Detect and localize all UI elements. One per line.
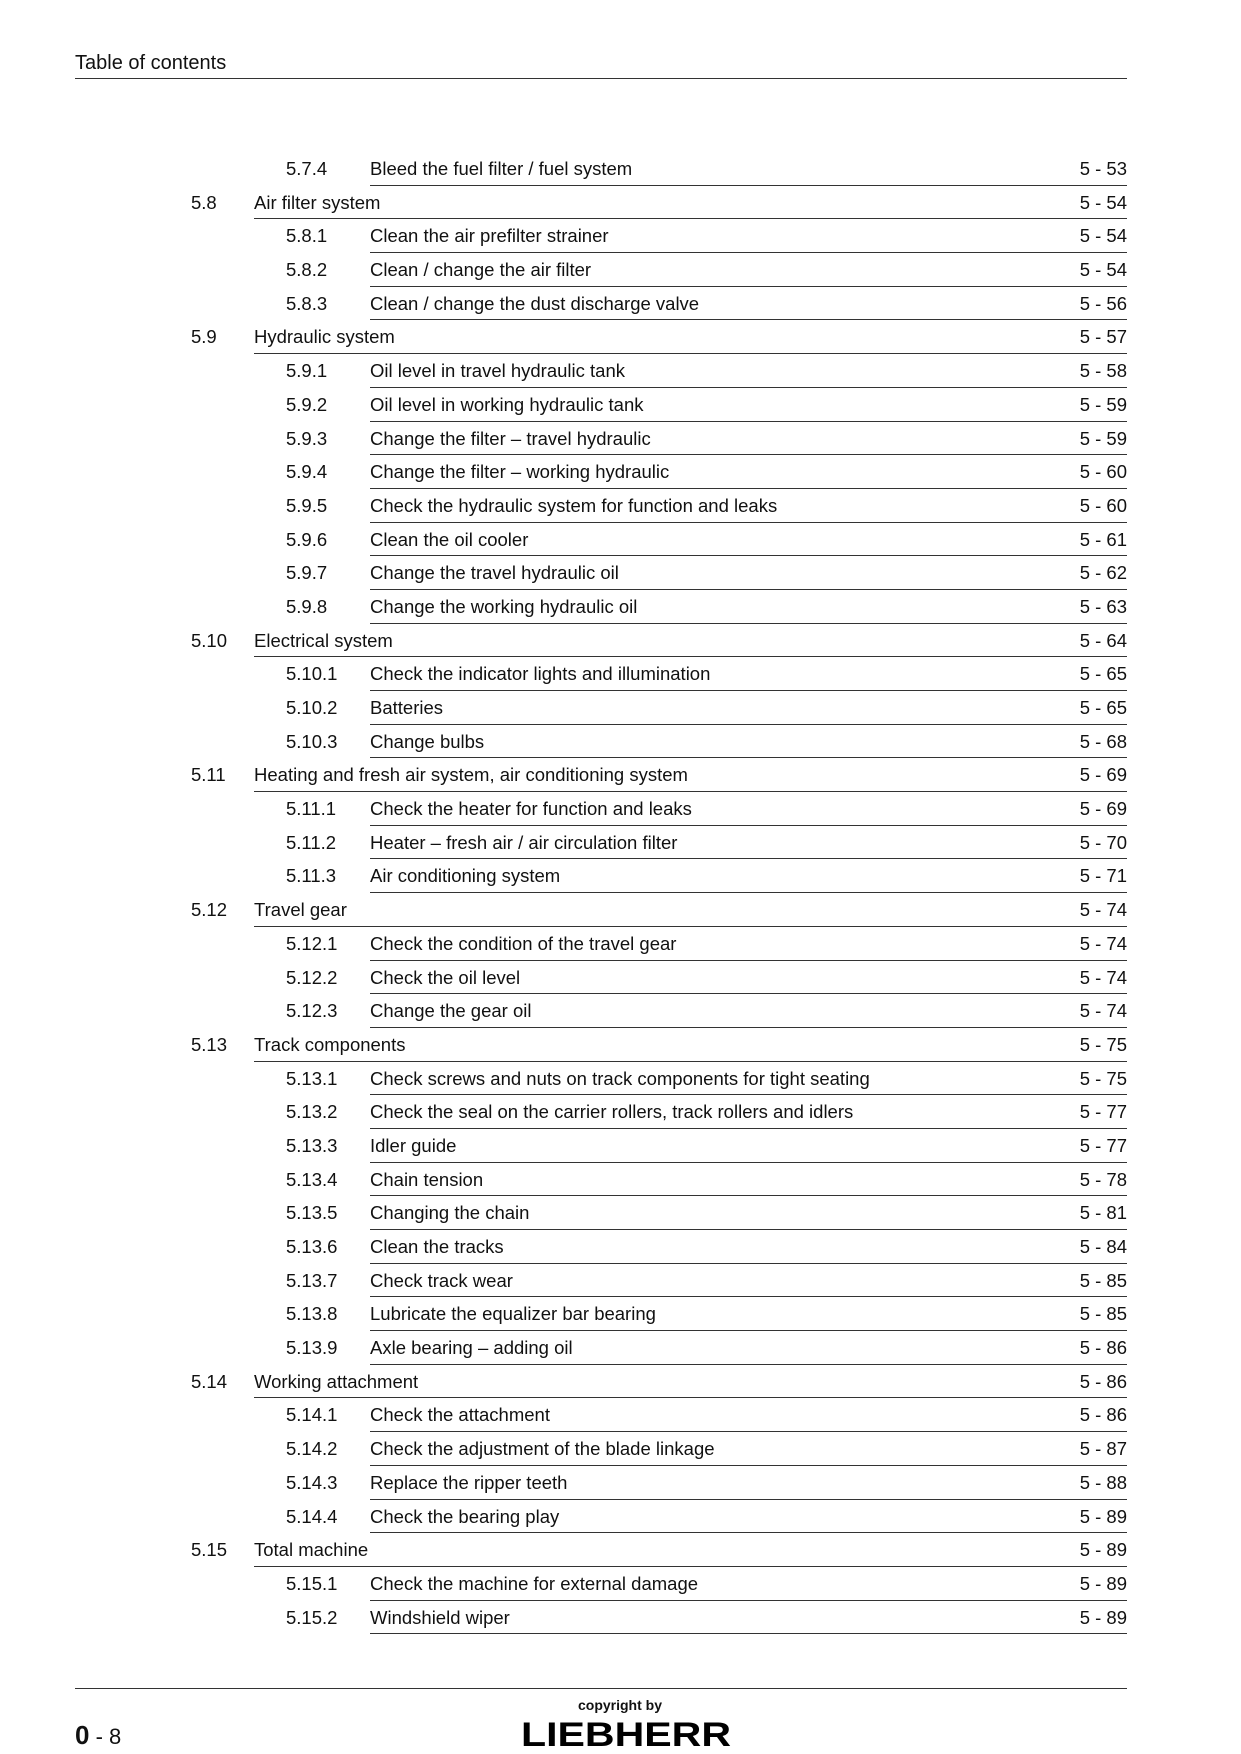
toc-number: 5.9.1 [286,360,328,382]
toc-page: 5 - 85 [1079,1269,1127,1291]
toc-title: Clean the air prefilter strainer [370,225,609,247]
toc-page: 5 - 63 [1079,595,1127,617]
toc-page: 5 - 59 [1079,427,1127,449]
toc-page: 5 - 77 [1079,1101,1127,1123]
toc-page: 5 - 78 [1079,1168,1127,1190]
toc-page: 5 - 77 [1079,1134,1127,1156]
toc-title: Hydraulic system [254,326,395,348]
toc-title: Clean the oil cooler [370,528,529,550]
toc-title: Replace the ripper teeth [370,1471,568,1493]
toc-number: 5.13.5 [286,1202,338,1224]
toc-page: 5 - 60 [1079,494,1127,516]
toc-page: 5 - 65 [1079,663,1127,685]
toc-row[interactable] [0,1062,1241,1096]
toc-title: Chain tension [370,1168,484,1190]
toc-row[interactable] [0,927,1241,961]
toc-title: Track components [254,1033,406,1055]
toc-number: 5.11.2 [286,831,337,853]
toc-row[interactable] [0,186,1241,220]
toc-row[interactable] [0,1432,1241,1466]
toc-row[interactable] [0,422,1241,456]
toc-number: 5.15 [191,1539,228,1561]
toc-row[interactable] [0,1398,1241,1432]
toc-number: 5.10 [191,629,228,651]
page-header [75,50,1127,79]
toc-row[interactable] [0,1095,1241,1129]
toc-title: Total machine [254,1539,369,1561]
toc-page: 5 - 53 [1079,158,1127,179]
toc-number: 5.9.4 [286,461,328,483]
toc-title: Working attachment [254,1370,419,1392]
logo-text: LIEBHERR [521,1716,731,1750]
liebherr-logo [518,1716,734,1750]
toc-row[interactable] [0,556,1241,590]
toc-row[interactable] [0,1466,1241,1500]
toc-number: 5.13.6 [286,1236,338,1257]
toc-title: Check screws and nuts on track components for tight seating [370,1067,870,1089]
toc-row[interactable] [0,1230,1241,1264]
toc-page: 5 - 64 [1079,629,1127,651]
toc-number: 5.11.3 [286,865,337,887]
toc-page: 5 - 86 [1079,1337,1127,1359]
toc-title: Clean the tracks [370,1236,504,1257]
toc-page: 5 - 75 [1079,1033,1127,1055]
toc-number: 5.14.4 [286,1505,338,1527]
toc-number: 5.9 [191,326,217,348]
page-number-value: 8 [109,1724,122,1749]
toc-row[interactable] [0,1028,1241,1062]
toc-title: Check the adjustment of the blade linkage [370,1438,715,1460]
toc-number: 5.15.2 [286,1606,338,1628]
toc-page: 5 - 71 [1079,865,1127,887]
toc-number: 5.13.4 [286,1168,338,1190]
toc-number: 5.13.2 [286,1101,338,1123]
toc-page: 5 - 87 [1079,1438,1127,1460]
table-of-contents [0,152,1241,1634]
toc-page: 5 - 85 [1079,1303,1127,1325]
toc-title: Change the travel hydraulic oil [370,562,619,584]
toc-row[interactable] [0,152,1241,186]
toc-title: Check the oil level [370,966,521,988]
toc-rule [370,1633,1127,1634]
toc-title: Check the condition of the travel gear [370,932,677,954]
toc-title: Check the seal on the carrier rollers, track rollers and idlers [370,1101,854,1123]
toc-title: Clean / change the air filter [370,259,592,281]
toc-row[interactable] [0,792,1241,826]
toc-title: Check the machine for external damage [370,1572,699,1594]
toc-number: 5.9.6 [286,528,328,550]
toc-number: 5.10.1 [286,663,338,685]
toc-page: 5 - 65 [1079,697,1127,718]
page-number-separator: - [89,1724,110,1749]
toc-row[interactable] [0,826,1241,860]
toc-row[interactable] [0,455,1241,489]
toc-number: 5.14.1 [286,1404,338,1426]
toc-page: 5 - 74 [1079,1000,1127,1022]
toc-row[interactable] [0,1601,1241,1635]
toc-title: Bleed the fuel filter / fuel system [370,158,633,179]
toc-row[interactable] [0,320,1241,354]
toc-page: 5 - 89 [1079,1572,1127,1594]
toc-row[interactable] [0,691,1241,725]
toc-page: 5 - 86 [1079,1370,1127,1392]
toc-page: 5 - 89 [1079,1539,1127,1561]
toc-title: Oil level in working hydraulic tank [370,393,644,415]
toc-row[interactable] [0,1533,1241,1567]
toc-number: 5.8 [191,191,217,213]
toc-row[interactable] [0,1567,1241,1601]
toc-title: Change the working hydraulic oil [370,595,638,617]
toc-title: Electrical system [254,629,393,651]
toc-number: 5.12 [191,899,228,921]
toc-number: 5.15.1 [286,1572,338,1594]
toc-page: 5 - 56 [1079,292,1127,314]
toc-title: Change the filter – working hydraulic [370,461,670,483]
toc-row[interactable] [0,1264,1241,1298]
toc-number: 5.8.1 [286,225,328,247]
toc-row[interactable] [0,893,1241,927]
toc-page: 5 - 86 [1079,1404,1127,1426]
toc-title: Check the hydraulic system for function and leaks [370,494,778,516]
toc-number: 5.11.1 [286,798,337,820]
toc-title: Air filter system [254,191,381,213]
toc-title: Change the filter – travel hydraulic [370,427,651,449]
toc-title: Heater – fresh air / air circulation filter [370,831,678,853]
toc-row[interactable] [0,388,1241,422]
toc-page: 5 - 88 [1079,1471,1127,1493]
toc-row[interactable] [0,287,1241,321]
toc-row[interactable] [0,219,1241,253]
toc-row[interactable] [0,725,1241,759]
copyright-label: copyright by [577,1697,662,1713]
toc-number: 5.13.7 [286,1269,338,1291]
toc-number: 5.14 [191,1370,228,1392]
toc-number: 5.9.8 [286,595,328,617]
toc-page: 5 - 61 [1079,528,1127,550]
toc-number: 5.13.9 [286,1337,338,1359]
toc-page: 5 - 54 [1079,259,1127,281]
toc-number: 5.9.3 [286,427,328,449]
toc-row[interactable] [0,1163,1241,1197]
toc-row[interactable] [0,961,1241,995]
toc-number: 5.9.7 [286,562,328,584]
toc-page: 5 - 54 [1079,191,1127,213]
toc-row[interactable] [0,590,1241,624]
toc-row[interactable] [0,523,1241,557]
toc-page: 5 - 68 [1079,730,1127,752]
toc-page: 5 - 57 [1079,326,1127,348]
header-title: Table of contents [75,52,227,74]
toc-title: Axle bearing – adding oil [370,1337,573,1359]
toc-number: 5.12.3 [286,1000,338,1022]
toc-number: 5.14.2 [286,1438,338,1460]
toc-number: 5.12.2 [286,966,338,988]
toc-number: 5.10.2 [286,697,338,718]
chapter-number: 0 [75,1720,90,1750]
toc-title: Air conditioning system [370,865,561,887]
toc-title: Travel gear [254,899,347,921]
toc-page: 5 - 69 [1079,798,1127,820]
toc-title: Changing the chain [370,1202,530,1224]
toc-number: 5.7.4 [286,158,328,179]
toc-title: Change the gear oil [370,1000,532,1022]
toc-page: 5 - 74 [1079,932,1127,954]
toc-row[interactable] [0,1500,1241,1534]
toc-page: 5 - 59 [1079,393,1127,415]
toc-title: Lubricate the equalizer bar bearing [370,1303,656,1325]
toc-number: 5.8.3 [286,292,328,314]
toc-row[interactable] [0,1331,1241,1365]
toc-title: Batteries [370,697,444,718]
page-number [75,1720,121,1751]
toc-title: Check track wear [370,1269,513,1291]
toc-title: Heating and fresh air system, air conditioning system [254,764,688,786]
toc-number: 5.13.3 [286,1134,338,1156]
toc-page: 5 - 58 [1079,360,1127,382]
toc-number: 5.13.8 [286,1303,338,1325]
toc-page: 5 - 74 [1079,899,1127,921]
footer-rule [75,1688,1127,1689]
toc-number: 5.13 [191,1033,228,1055]
toc-row[interactable] [0,758,1241,792]
toc-number: 5.8.2 [286,259,328,281]
toc-page: 5 - 89 [1079,1606,1127,1628]
toc-row[interactable] [0,657,1241,691]
toc-page: 5 - 54 [1079,225,1127,247]
toc-page: 5 - 84 [1079,1236,1127,1257]
toc-title: Idler guide [370,1134,457,1156]
toc-title: Check the indicator lights and illumination [370,663,711,685]
toc-row[interactable] [0,1196,1241,1230]
toc-page: 5 - 81 [1079,1202,1127,1224]
toc-number: 5.12.1 [286,932,338,954]
toc-page: 5 - 89 [1079,1505,1127,1527]
toc-page: 5 - 70 [1079,831,1127,853]
toc-page: 5 - 75 [1079,1067,1127,1089]
toc-title: Change bulbs [370,730,485,752]
toc-row[interactable] [0,489,1241,523]
toc-title: Check the bearing play [370,1505,560,1527]
toc-page: 5 - 74 [1079,966,1127,988]
toc-row[interactable] [0,859,1241,893]
toc-number: 5.9.5 [286,494,328,516]
toc-row[interactable] [0,354,1241,388]
toc-title: Oil level in travel hydraulic tank [370,360,625,382]
toc-number: 5.14.3 [286,1471,338,1493]
toc-row[interactable] [0,1365,1241,1399]
toc-row[interactable] [0,624,1241,658]
toc-number: 5.10.3 [286,730,338,752]
toc-title: Check the heater for function and leaks [370,798,692,820]
toc-page: 5 - 69 [1079,764,1127,786]
toc-number: 5.13.1 [286,1067,338,1089]
toc-row[interactable] [0,994,1241,1028]
toc-title: Clean / change the dust discharge valve [370,292,700,314]
toc-number: 5.9.2 [286,393,328,415]
toc-row[interactable] [0,1297,1241,1331]
toc-title: Windshield wiper [370,1606,510,1628]
toc-page: 5 - 60 [1079,461,1127,483]
toc-row[interactable] [0,253,1241,287]
toc-row[interactable] [0,1129,1241,1163]
toc-title: Check the attachment [370,1404,550,1426]
toc-page: 5 - 62 [1079,562,1127,584]
toc-number: 5.11 [191,764,226,786]
